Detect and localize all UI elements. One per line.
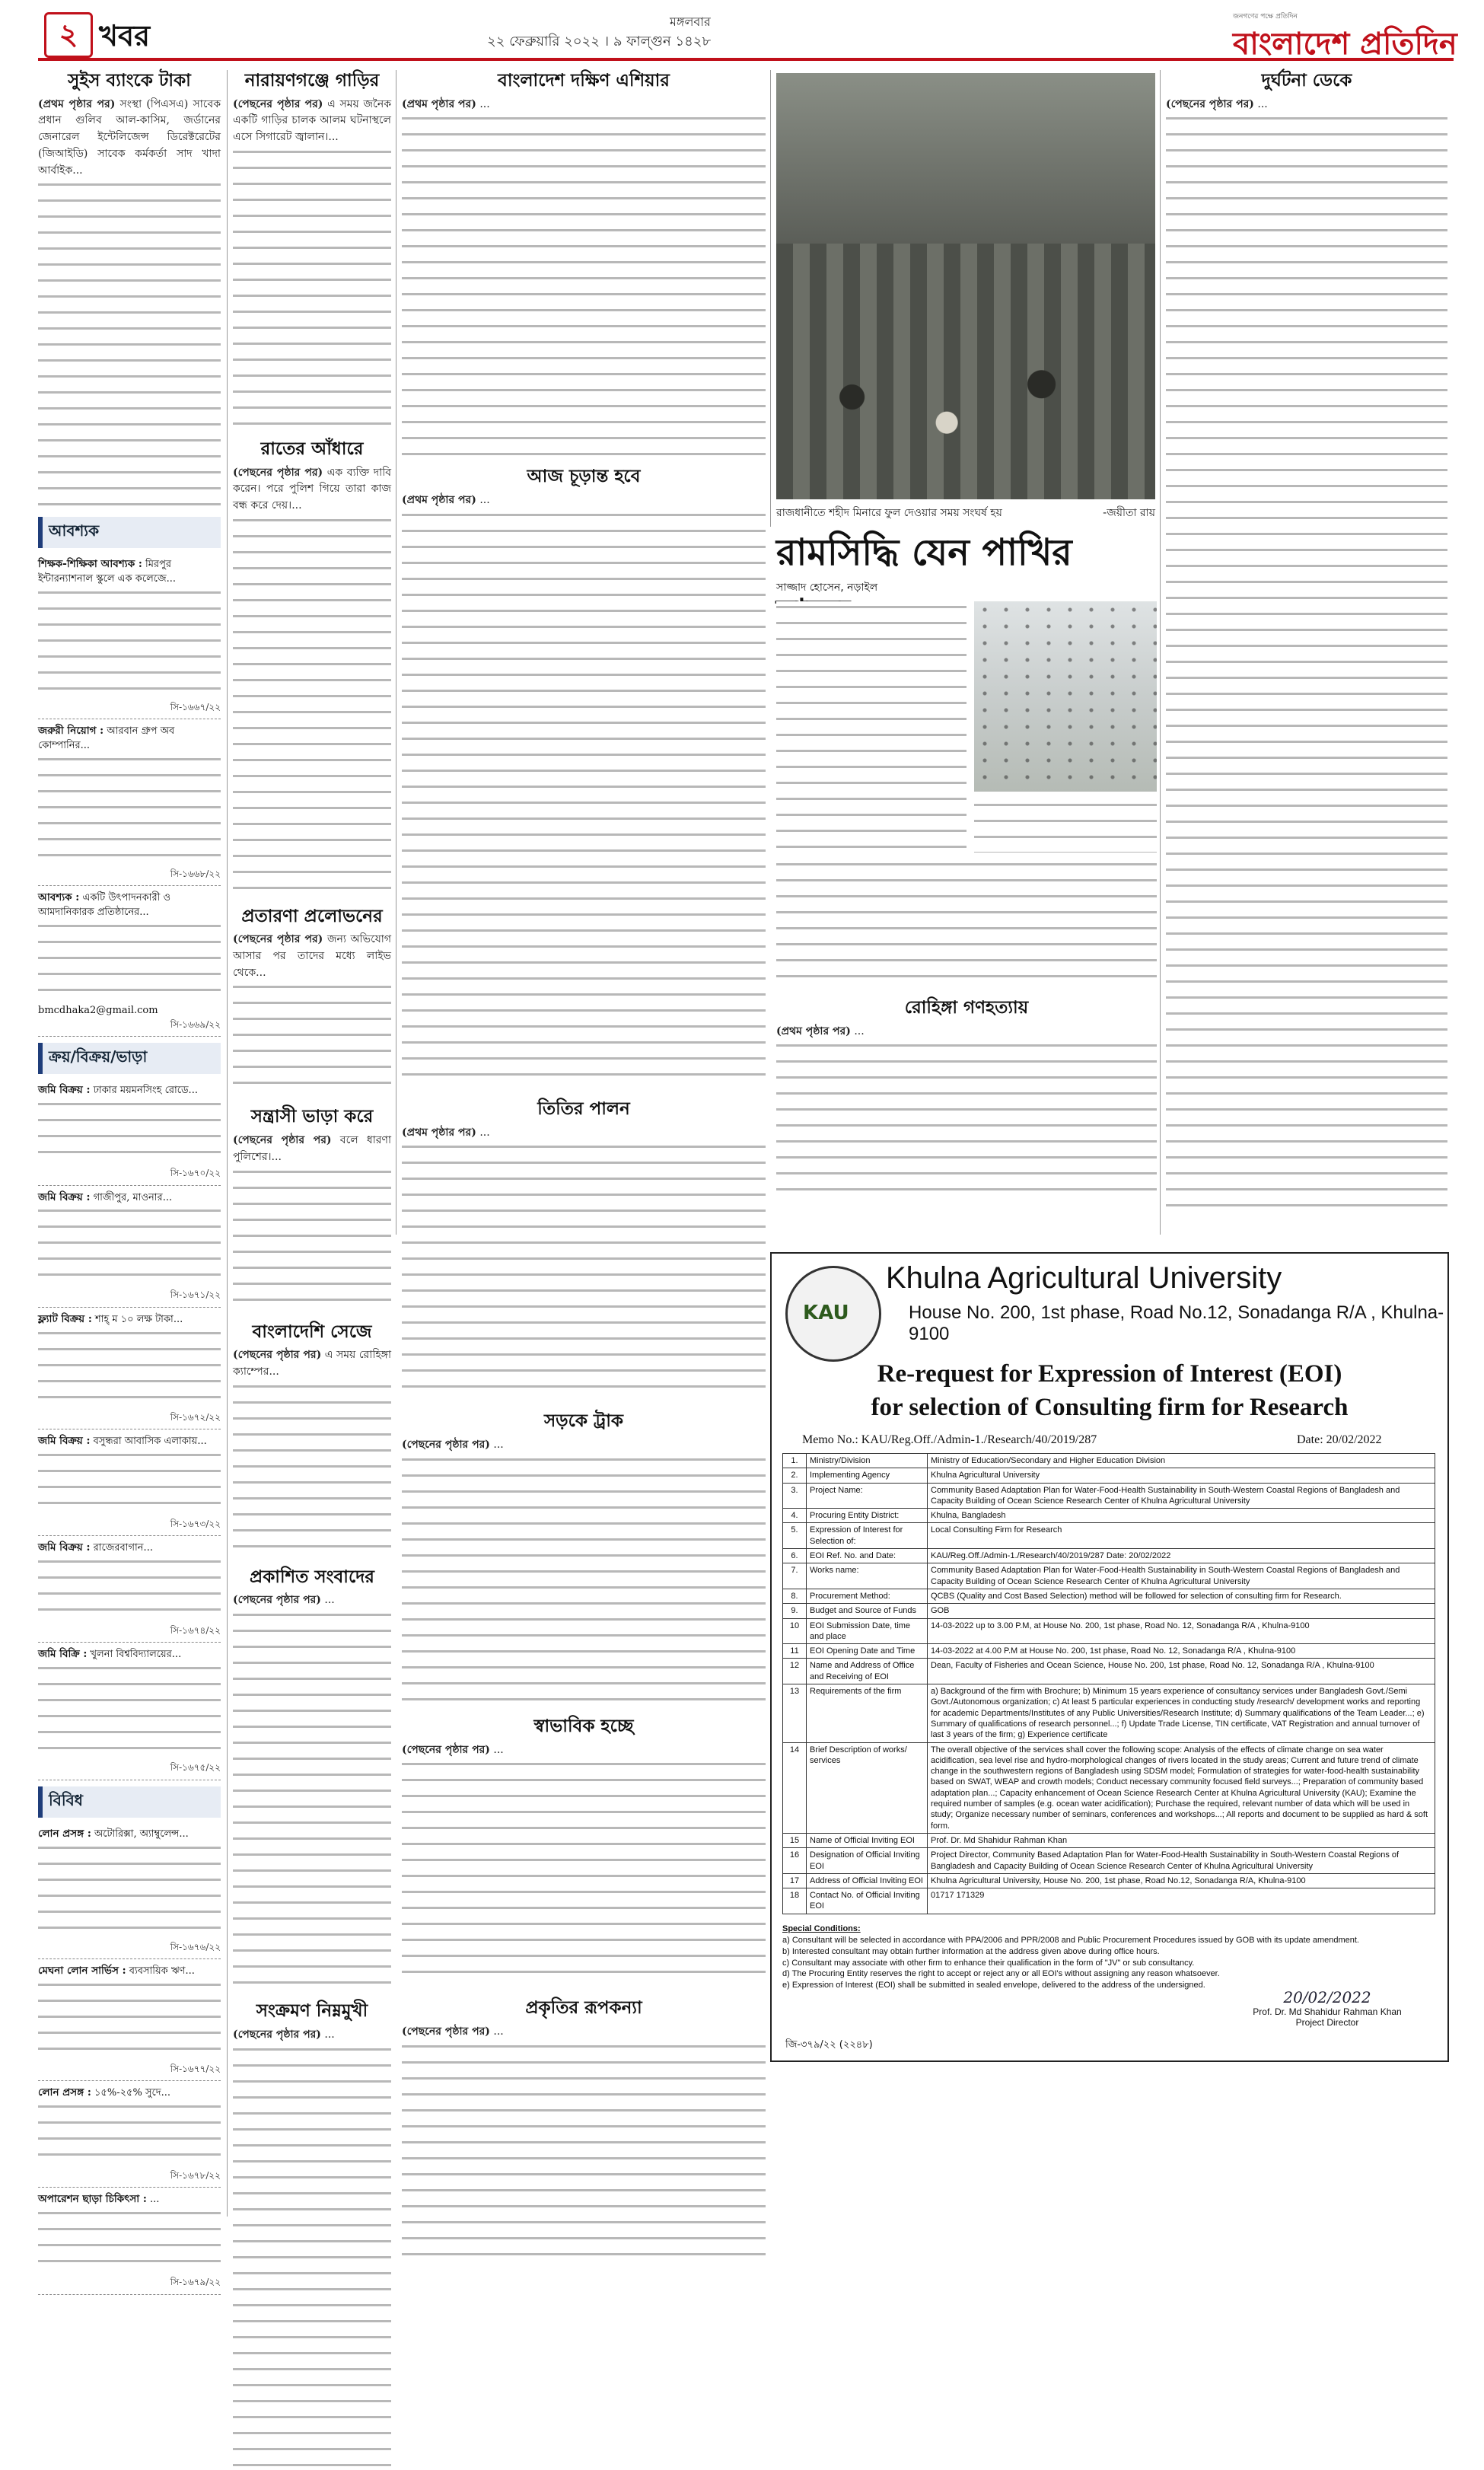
kau-cell-label: EOI Ref. No. and Date: [807,1549,928,1563]
article-body-lines [233,2044,391,2470]
kau-cell-label: Works name: [807,1563,928,1589]
article-headline: প্রতারণা প্রলোভনের [241,906,383,926]
kau-cell-value: KAU/Reg.Off./Admin-1./Research/40/2019/287 Date: 20/02/2022 [928,1549,1435,1563]
article-body-lines [233,146,391,428]
kau-cell-label: Contact No. of Official Inviting EOI [807,1888,928,1914]
day-label: মঙ্গলবার [670,14,711,29]
kau-cell-number: 3. [783,1483,807,1509]
article-body-lines [233,1166,391,1311]
ad-ref: সি-১৬৭৪/২২ [170,1625,221,1637]
kau-condition: a) Consultant will be selected in accordance with PPA/2006 and PPR/2008 and Public Procurement Procedures issued by GOB with its update amendment. [782,1935,1359,1945]
kau-cell-number: 2. [783,1468,807,1483]
kau-cell-value: 14-03-2022 at 4.00 P.M at House No. 200, 1st phase, Road No. 12, Sonadanga R/A , Khulna-9100 [928,1644,1435,1659]
article-intro: (পেছনের পৃষ্ঠার পর) [1166,97,1254,110]
article-intro: (পেছনের পৃষ্ঠার পর) [402,1439,490,1452]
article-headline: দুর্ঘটনা ডেকে [1261,71,1352,91]
article-headline: বাংলাদেশি সেজে [252,1321,372,1342]
article-intro: (পেছনের পৃষ্ঠার পর) [233,1594,321,1607]
kau-memo: Memo No.: KAU/Reg.Off./Admin-1./Research/40/2019/287 [802,1433,1097,1446]
ad-body-lines [38,2207,221,2276]
article-text: এ সময় জনৈক একটি গাড়ির চালক আলম ঘটনাস্থলে এসে সিগারেট জ্বালান।... [233,97,392,144]
article-aaj-chudanto [402,466,766,1087]
article-body-lines [233,1609,391,1990]
kau-cell-value: 01717 171329 [928,1888,1435,1914]
kau-table-row [783,1833,1435,1847]
brand-logo [1233,11,1457,62]
article-headline: রোহিঙ্গা গণহত্যায় [904,998,1029,1018]
article-body-lines [402,1758,766,1987]
kau-cell-number: 11 [783,1644,807,1659]
kau-cell-value: The overall objective of the services shall cover the following scope: Analysis of the effects of climate change on sea water acidification, sea level rise and hydro-morphological changes of rivers located in the study areas; Current and future trend of climate change in the southwestern regions of Bangladesh using SDSM model; Formulation of strategies for water-food-health sustainability based on SWAT, WEAP and crowth models; Conduct necessary community focused field surveys...; Preparation of community based adaptation plan...; Capacity enhancement of Ocean Science Research Center at Khulna Agricultural University (KAU); Examine the required number of samples (e.g. ocean water acidification); Purchase the required, relevant number of data which will be used in study; Organize necessary number of seminars, conferences and workshops...; All reports and document to be supplied as hard & soft form. [928,1742,1435,1833]
kau-university-name: Khulna Agricultural University [886,1261,1282,1295]
column-rule [1160,70,1161,1235]
article-headline: রাতের আঁধারে [260,438,364,459]
article-rohingya [776,997,1157,1200]
kau-table-row [783,1468,1435,1483]
article-intro: (পেছনের পৃষ্ঠার পর) [233,1134,332,1147]
kau-cell-value: Dean, Faculty of Fisheries and Ocean Science, House No. 200, 1st phase, Road No. 12, Sonadanga R/A , Khulna-9100 [928,1659,1435,1684]
kau-cell-number: 14 [783,1742,807,1833]
article-body-lines [402,509,766,1088]
classified-ad [38,553,221,719]
ad-text: খুলনা বিশ্ববিদ্যালয়ের... [90,1649,182,1661]
kau-table-row [783,1549,1435,1563]
bird-flock [974,601,1157,792]
kau-logo-text: KAU [803,1302,849,1324]
article-body-lines [233,981,391,1095]
kau-cell-label: Brief Description of works/ services [807,1742,928,1833]
kau-cell-value: a) Background of the firm with Brochure; b) Minimum 15 years experience of consultancy services under Bangladesh Govt./Semi Govt./Autonomous organization; c) At least 5 particular experiences in conducting study /research/ development works and reporting for academic Departments/Institutes of any Public Universities/Research Institute; d) Summary qualifications of the Team Leader...; e) Summary of qualifications of research personnel...; f) Update Trade License, TIN certificate, VAT Registration and annual turnover of last 3 years of the firm; g) Experience certificate [928,1684,1435,1742]
article-text: ... [493,2025,504,2038]
kau-cell-label: Procuring Entity District: [807,1509,928,1523]
article-raater-adhare [233,438,391,895]
column-rule [227,70,228,2217]
kau-table-row [783,1563,1435,1589]
photo-crowd [776,244,1155,499]
kau-table-row [783,1848,1435,1874]
kau-cell-value: Khulna Agricultural University, House No. 200, 1st phase, Road No.12, Sonadanga R/A, Khulna-9100 [928,1873,1435,1888]
feature-body-lines [776,859,1157,988]
article-headline: সড়কে ট্রাক [543,1411,624,1432]
ad-lead: জমি বিক্রয় : [38,1541,91,1554]
kau-cell-number: 16 [783,1848,807,1874]
article-prokashito [233,1566,391,1990]
kau-gd-ref: জি-৩৭৯/২২ (২২৪৮) [785,2039,873,2051]
article-body-lines [402,2041,766,2269]
photo-caption: রাজধানীতে শহীদ মিনারে ফুল দেওয়ার সময় সংঘর্ষ হয় [776,507,1002,519]
kau-notice [770,1252,1449,2062]
kau-table-row [783,1589,1435,1603]
kau-cell-label: EOI Opening Date and Time [807,1644,928,1659]
classified-ad [38,1308,221,1429]
ad-body-lines [38,1556,221,1624]
kau-cell-label: Budget and Source of Funds [807,1604,928,1618]
ad-lead: মেঘনা লোন সার্ভিস : [38,1964,126,1977]
kau-conditions-title: Special Conditions: [782,1924,861,1933]
article-protarona [233,906,391,1096]
article-santrasi [233,1106,391,1310]
brand-name: বাংলাদেশ প্রতিদিন [1233,27,1457,62]
classified-ad [38,1959,221,2081]
ad-body-lines [38,1327,221,1411]
ad-ref: সি-১৬৬৯/২২ [170,1018,221,1030]
article-sarake-truck [402,1410,766,1704]
ad-ref: সি-১৬৭৭/২২ [170,2063,221,2074]
kau-cell-value: Ministry of Education/Secondary and Higher Education Division [928,1454,1435,1468]
article-headline: সংক্রমণ নিম্নমুখী [256,2001,368,2022]
classified-ad [38,1643,221,1780]
article-swiss-bank [38,70,221,506]
classified-ad [38,886,221,1037]
ad-lead: জমি বিক্রি : [38,1648,88,1661]
kau-cell-number: 9. [783,1604,807,1618]
classified-ad [38,1536,221,1643]
kau-title-2: for selection of Consulting firm for Research [871,1394,1349,1421]
article-text: ... [479,97,490,110]
kau-cell-label: Requirements of the firm [807,1684,928,1742]
article-intro: (প্রথম পৃষ্ঠার পর) [776,1025,851,1037]
ad-ref: সি-১৬৭০/২২ [170,1168,221,1179]
article-body-lines [1166,113,1447,1209]
kau-cell-label: Name and Address of Office and Receiving of EOI [807,1659,928,1684]
ad-ref: সি-১৬৭৯/২২ [170,2277,221,2288]
ad-lead: জমি বিক্রয় : [38,1190,91,1203]
article-intro: (পেছনের পৃষ্ঠার পর) [402,2025,490,2038]
article-headline: প্রকৃতির রূপকন্যা [525,1998,642,2019]
kau-table-row [783,1618,1435,1644]
kau-cell-label: Procurement Method: [807,1589,928,1603]
brand-tagline: জনগণের পক্ষে প্রতিদিন [1233,13,1298,21]
photo-credit: -জয়ীতা রায় [1103,507,1155,519]
kau-cell-value: GOB [928,1604,1435,1618]
ad-ref: সি-১৬৭১/২২ [170,1289,221,1301]
article-intro: (প্রথম পৃষ্ঠার পর) [402,97,476,110]
article-body-lines [402,1454,766,1705]
kau-signatory-title: Project Director [1295,2017,1359,2028]
article-headline: স্বাভাবিক হচ্ছে [533,1716,634,1736]
article-text: ... [479,494,490,507]
feature-photo-birds [974,601,1157,792]
kau-logo [785,1266,881,1362]
ad-lead: জমি বিক্রয় : [38,1084,91,1097]
kau-table [782,1453,1435,1914]
kau-cell-number: 15 [783,1833,807,1847]
ad-body-lines [38,1205,221,1289]
article-text: সংস্থা (পিএসএ) সাবেক প্রধান গুলিব আল-কাসিম, জর্ডানের জেনারেল ইন্টেলিজেন্স ডিরেক্টরেটের (জিআইডি) সাবেক কর্মকর্তা সাদ খাদা আর্বাইক... [38,97,221,177]
article-headline: প্রকাশিত সংবাদের [250,1566,374,1587]
article-headline: নারায়ণগঞ্জে গাড়ির [244,71,380,91]
column-rule [770,70,771,527]
article-south-asia [402,70,766,455]
kau-cell-number: 5. [783,1523,807,1549]
kau-conditions [782,1923,1435,1991]
article-text: ... [479,1126,490,1139]
kau-condition: c) Consultant may associate with other firm to enhance their qualification in the form of "JV" or sub consultancy. [782,1958,1195,1968]
kau-cell-label: Address of Official Inviting EOI [807,1873,928,1888]
kau-cell-label: Project Name: [807,1483,928,1509]
kau-table-row [783,1509,1435,1523]
article-body-lines [776,1040,1157,1200]
kau-cell-value: Community Based Adaptation Plan for Water-Food-Health Sustainability in South-Western Coastal Regions of Bangladesh and Capacity Building of Ocean Science Research Center of Khulna Agricultural University [928,1563,1435,1589]
article-body-lines [233,515,391,895]
column-2 [233,70,391,2217]
ad-body-lines [38,1842,221,1941]
ad-lead: লোন প্রসঙ্গ : [38,1827,91,1840]
ad-lead: জরুরী নিয়োগ : [38,725,104,738]
kau-cell-value: 14-03-2022 up to 3.00 P.M, at House No. 200, 1st phase, Road No. 12, Sonadanga R/A , Khulna-9100 [928,1618,1435,1644]
kau-date: Date: 20/02/2022 [1297,1433,1382,1446]
article-body-lines [402,113,766,455]
ad-ref: সি-১৬৭২/২২ [170,1411,221,1423]
article-intro: (পেছনের পৃষ্ঠার পর) [233,466,323,479]
ad-lead: লোন প্রসঙ্গ : [38,2086,91,2099]
kau-cell-label: Implementing Agency [807,1468,928,1483]
ad-body-lines [38,1449,221,1518]
kau-condition: e) Expression of Interest (EOI) shall be submitted in sealed envelope, delivered to the address of the undersigned. [782,1981,1205,1990]
classified-ad [38,2188,221,2294]
article-headline: তিতির পালন [537,1098,630,1119]
article-intro: (প্রথম পৃষ্ঠার পর) [402,1126,476,1139]
article-bangladeshi-seje [233,1321,391,1556]
article-intro: (পেছনের পৃষ্ঠার পর) [233,2028,321,2041]
kau-cell-number: 13 [783,1684,807,1742]
feature-headline: রামসিদ্ধি যেন পাখির [776,531,1072,574]
ad-text: ঢাকার ময়মনসিংহ রোডে... [93,1085,198,1097]
kau-cell-label: Expression of Interest for Selection of: [807,1523,928,1549]
kau-cell-number: 17 [783,1873,807,1888]
ad-ref: সি-১৬৬৮/২২ [170,868,221,879]
kau-cell-number: 1. [783,1454,807,1468]
article-swabhabik [402,1716,766,1987]
article-intro: (পেছনের পৃষ্ঠার পর) [233,97,323,110]
article-text: এ সময় রোহিঙ্গা ক্যাম্পের... [233,1349,392,1378]
article-intro: (পেছনের পৃষ্ঠার পর) [233,933,323,946]
ad-body-lines [38,1979,221,2063]
kau-signatory: Prof. Dr. Md Shahidur Rahman Khan [1253,2006,1402,2017]
classified-section-title: বিবিধ [38,1786,221,1818]
ad-body-lines [38,587,221,701]
kau-cell-label: Ministry/Division [807,1454,928,1468]
ad-lead: আবশ্যক : [38,891,80,904]
article-body-lines [402,1141,766,1400]
article-intro: (প্রথম পৃষ্ঠার পর) [402,494,476,507]
article-intro: (প্রথম পৃষ্ঠার পর) [38,97,116,110]
article-text: জন্য অভিযোগ আসার পর তাদের মধ্যে লাইভ থেকে... [233,933,391,979]
kau-table-row [783,1454,1435,1468]
article-text: ... [493,1439,504,1452]
kau-cell-label: EOI Submission Date, time and place [807,1618,928,1644]
ad-text: ১৫%-২৫% সুদে... [94,2087,171,2099]
ad-ref: সি-১৬৭৫/২২ [170,1762,221,1774]
article-intro: (পেছনের পৃষ্ঠার পর) [402,1743,490,1756]
kau-cell-number: 18 [783,1888,807,1914]
feature-body-lines [974,799,1157,853]
kau-table-row [783,1873,1435,1888]
article-headline: সন্ত্রাসী ভাড়া করে [250,1107,374,1127]
article-text: ... [324,1594,335,1607]
kau-title-1: Re-request for Expression of Interest (EOI) [877,1360,1342,1388]
ad-body-lines [38,1662,221,1761]
ad-ref: সি-১৬৭৮/২২ [170,2169,221,2181]
ad-email[interactable]: bmcdhaka2@gmail.com [38,1005,158,1017]
kau-table-row [783,1888,1435,1914]
ad-ref: সি-১৬৭৩/২২ [170,1518,221,1529]
ad-ref: সি-১৬৬৭/২২ [170,701,221,712]
kau-cell-number: 8. [783,1589,807,1603]
kau-cell-value: Local Consulting Firm for Research [928,1523,1435,1549]
date-label: ২২ ফেব্রুয়ারি ২০২২ । ৯ ফাল্গুন ১৪২৮ [487,33,712,49]
classified-section-title: ক্রয়/বিক্রয়/ভাড়া [38,1043,221,1074]
kau-condition: d) The Procuring Entity reserves the right to accept or reject any or all EOI's without assigning any reason whatsoever. [782,1969,1220,1979]
ad-text: ব্যবসায়িক ঋণ... [129,1965,195,1977]
kau-cell-value: Khulna Agricultural University [928,1468,1435,1483]
kau-cell-number: 7. [783,1563,807,1589]
kau-cell-label: Name of Official Inviting EOI [807,1833,928,1847]
kau-signature-block [1228,1988,1426,2028]
article-durghatona [1166,70,1447,1209]
kau-table-row [783,1659,1435,1684]
section-title: খবর [99,19,151,53]
classified-ad [38,2081,221,2188]
article-text: ... [1257,97,1268,110]
article-text: ... [854,1025,865,1037]
kau-table-row [783,1742,1435,1833]
article-text: ... [493,1743,504,1756]
article-sankraman [233,2000,391,2469]
kau-table-row [783,1604,1435,1618]
feature-body-lines [776,601,967,853]
ad-text: মিরপুর ইন্টারন্যাশনাল স্কুলে এক কলেজে... [38,559,177,585]
kau-cell-number: 12 [783,1659,807,1684]
ad-lead: জমি বিক্রয় : [38,1434,91,1447]
kau-cell-value: Community Based Adaptation Plan for Water-Food-Health Sustainability in South-Western Coastal Regions of Bangladesh and Capacity Building of Ocean Science Research Center of Khulna Agricultural University [928,1483,1435,1509]
ad-text: রাজেরবাগান... [93,1542,153,1554]
column-3 [402,70,766,2217]
article-body-lines [38,179,221,506]
ad-body-lines [38,2101,221,2169]
kau-cell-value: Prof. Dr. Md Shahidur Rahman Khan [928,1833,1435,1847]
kau-address: House No. 200, 1st phase, Road No.12, Sonadanga R/A , Khulna-9100 [909,1302,1444,1344]
classified-ad [38,719,221,886]
ad-body-lines [38,1098,221,1167]
signature-mark: 20/02/2022 [1283,1988,1371,2006]
page-number: ২ [44,12,93,58]
ad-lead: শিক্ষক-শিক্ষিকা আবশ্যক : [38,558,142,571]
column-left [38,70,221,2288]
kau-table-row [783,1684,1435,1742]
column-right [1166,70,1447,1235]
kau-cell-value: Project Director, Community Based Adaptation Plan for Water-Food-Health Sustainability in South-Western Coastal Regions of Bangladesh and Capacity Building of Ocean Science Research Center of Khulna Agricultural University [928,1848,1435,1874]
article-text: বলে ধারণা পুলিশের।... [233,1134,392,1163]
ad-ref: সি-১৬৭৬/২২ [170,1941,221,1952]
ad-lead: অপারেশন ছাড়া চিকিৎসা : [38,2193,147,2206]
classified-ad [38,1822,221,1959]
feature-byline: সাজ্জাদ হোসেন, নড়াইল [776,582,878,594]
article-prokritir [402,1997,766,2268]
kau-table-row [783,1644,1435,1659]
ad-text: গাজীপুর, মাওনার... [93,1191,173,1203]
ad-lead: ফ্ল্যাট বিক্রয় : [38,1312,92,1325]
ad-text: শাহ্ ম ১০ লক্ষ টাকা... [94,1313,183,1325]
ad-body-lines [38,920,221,1004]
article-intro: (পেছনের পৃষ্ঠার পর) [233,1349,322,1362]
ad-text: বসুন্ধরা আবাসিক এলাকায়... [93,1435,207,1447]
ad-text: আরবান গ্রুপ অব কোম্পানির... [38,725,175,752]
kau-cell-label: Designation of Official Inviting EOI [807,1848,928,1874]
classified-ad [38,1429,221,1536]
news-photo [776,73,1155,499]
classified-ad [38,1186,221,1308]
classified-section-title: আবশ্যক [38,517,221,548]
kau-cell-number: 6. [783,1549,807,1563]
article-titir [402,1098,766,1400]
ad-text: অটোরিক্সা, অ্যাম্বুলেন্স... [94,1828,189,1840]
ad-body-lines [38,754,221,868]
kau-table-row [783,1523,1435,1549]
article-headline: সুইস ব্যাংকে টাকা [68,71,191,91]
article-narayanganj [233,70,391,428]
kau-cell-value: QCBS (Quality and Cost Based Selection) method will be followed for selection of consulting firm for Research. [928,1589,1435,1603]
ad-text: ... [150,2194,160,2206]
kau-table-row [783,1483,1435,1509]
kau-cell-number: 10 [783,1618,807,1644]
article-headline: আজ চূড়ান্ত হবে [527,467,641,487]
article-text: এক ব্যক্তি দাবি করেন। পরে পুলিশ গিয়ে তারা কাজ বন্ধ করে দেয়।... [233,466,392,512]
kau-condition: b) Interested consultant may obtain further information at the address given above during office hours. [782,1946,1160,1956]
kau-cell-value: Khulna, Bangladesh [928,1509,1435,1523]
classified-ad [38,1079,221,1185]
article-text: ... [324,2028,335,2041]
ad-text: একটি উৎপাদনকারী ও আমদানিকারক প্রতিষ্ঠানের... [38,892,171,919]
article-body-lines [233,1381,391,1556]
kau-cell-number: 4. [783,1509,807,1523]
article-headline: বাংলাদেশ দক্ষিণ এশিয়ার [498,71,670,91]
